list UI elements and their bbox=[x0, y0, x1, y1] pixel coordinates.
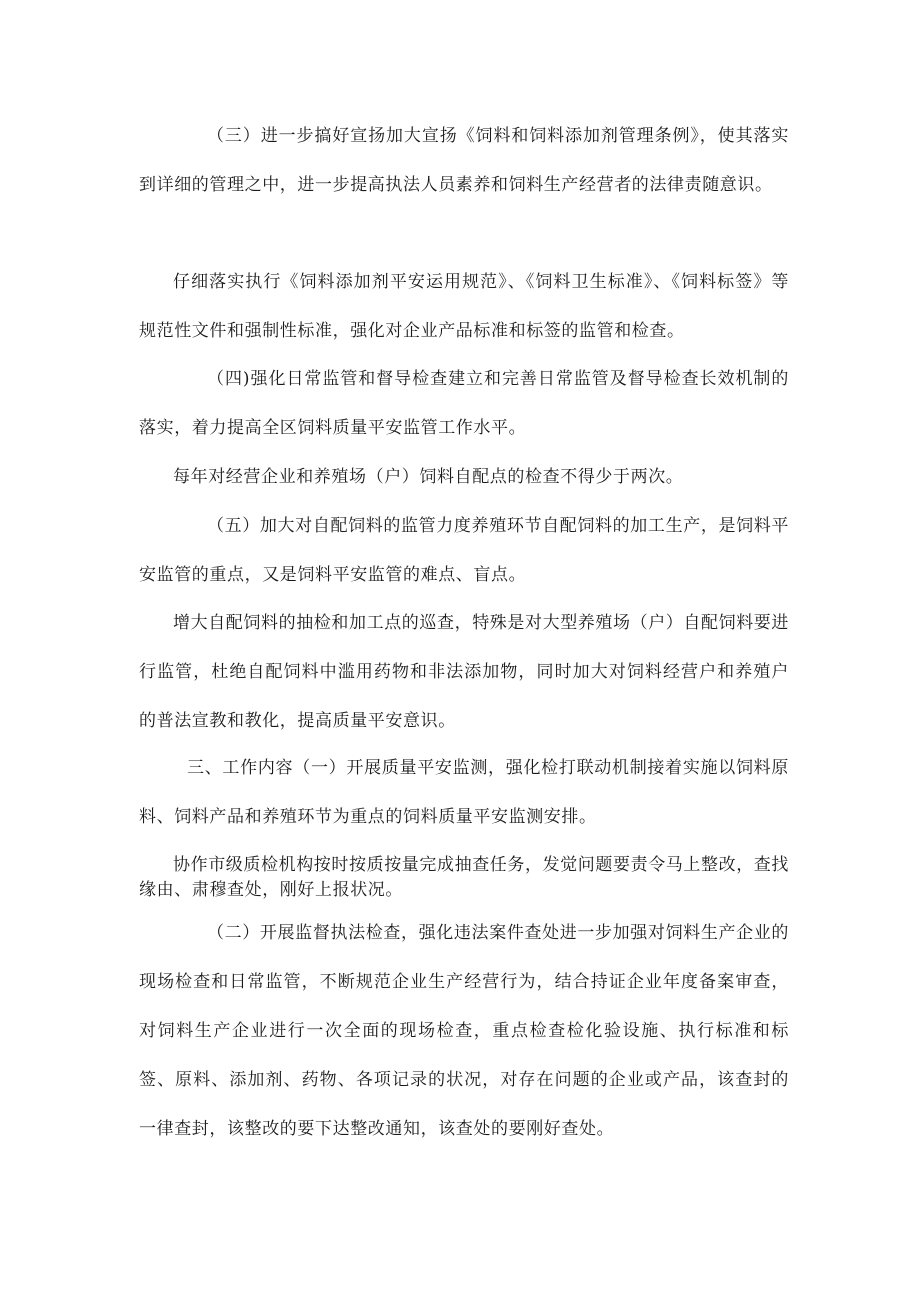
paragraph-8: 协作市级质检机构按时按质按量完成抽查任务，发觉问题要责令马上整改，查找缘由、肃穆查处，刚好上报状况。 bbox=[139, 855, 789, 900]
paragraph-7: 三、工作内容（一）开展质量平安监测，强化检打联动机制接着实施以饲料原料、饲料产品和养殖环节为重点的饲料质量平安监测安排。 bbox=[139, 758, 789, 827]
paragraph-9: （二）开展监督执法检查，强化违法案件查处进一步加强对饲料生产企业的现场检查和日常监管，不断规范企业生产经营行为，结合持证企业年度备案审查，对饲料生产企业进行一次全面的现场检查，重点检查检化验设施、执行标准和标签、原料、添加剂、药物、各项记录的状况，对存在问题的企业或产品，该查封的一律查封，该整改的要下达整改通知，该查处的要刚好查处。 bbox=[139, 923, 789, 1139]
paragraph-3: （四)强化日常监管和督导检查建立和完善日常监管及督导检查长效机制的落实，着力提高全区饲料质量平安监管工作水平。 bbox=[139, 369, 789, 438]
paragraph-1: （三）进一步搞好宣扬加大宣扬《饲料和饲料添加剂管理条例》，使其落实到详细的管理之中，进一步提高执法人员素养和饲料生产经营者的法律责随意识。 bbox=[139, 126, 789, 195]
paragraph-2: 仔细落实执行《饲料添加剂平安运用规范》、《饲料卫生标准》、《饲料标签》等规范性文件和强制性标准，强化对企业产品标准和标签的监管和检查。 bbox=[139, 272, 789, 341]
paragraph-4: 每年对经营企业和养殖场（户）饲料自配点的检查不得少于两次。 bbox=[173, 467, 684, 487]
paragraph-6: 增大自配饲料的抽检和加工点的巡查，特殊是对大型养殖场（户）自配饲料要进行监管，杜绝自配饲料中滥用药物和非法添加物，同时加大对饲料经营户和养殖户的普法宣教和教化，提高质量平安意识。 bbox=[139, 613, 789, 731]
paragraph-5: （五）加大对自配饲料的监管力度养殖环节自配饲料的加工生产，是饲料平安监管的重点，又是饲料平安监管的难点、盲点。 bbox=[139, 516, 789, 585]
